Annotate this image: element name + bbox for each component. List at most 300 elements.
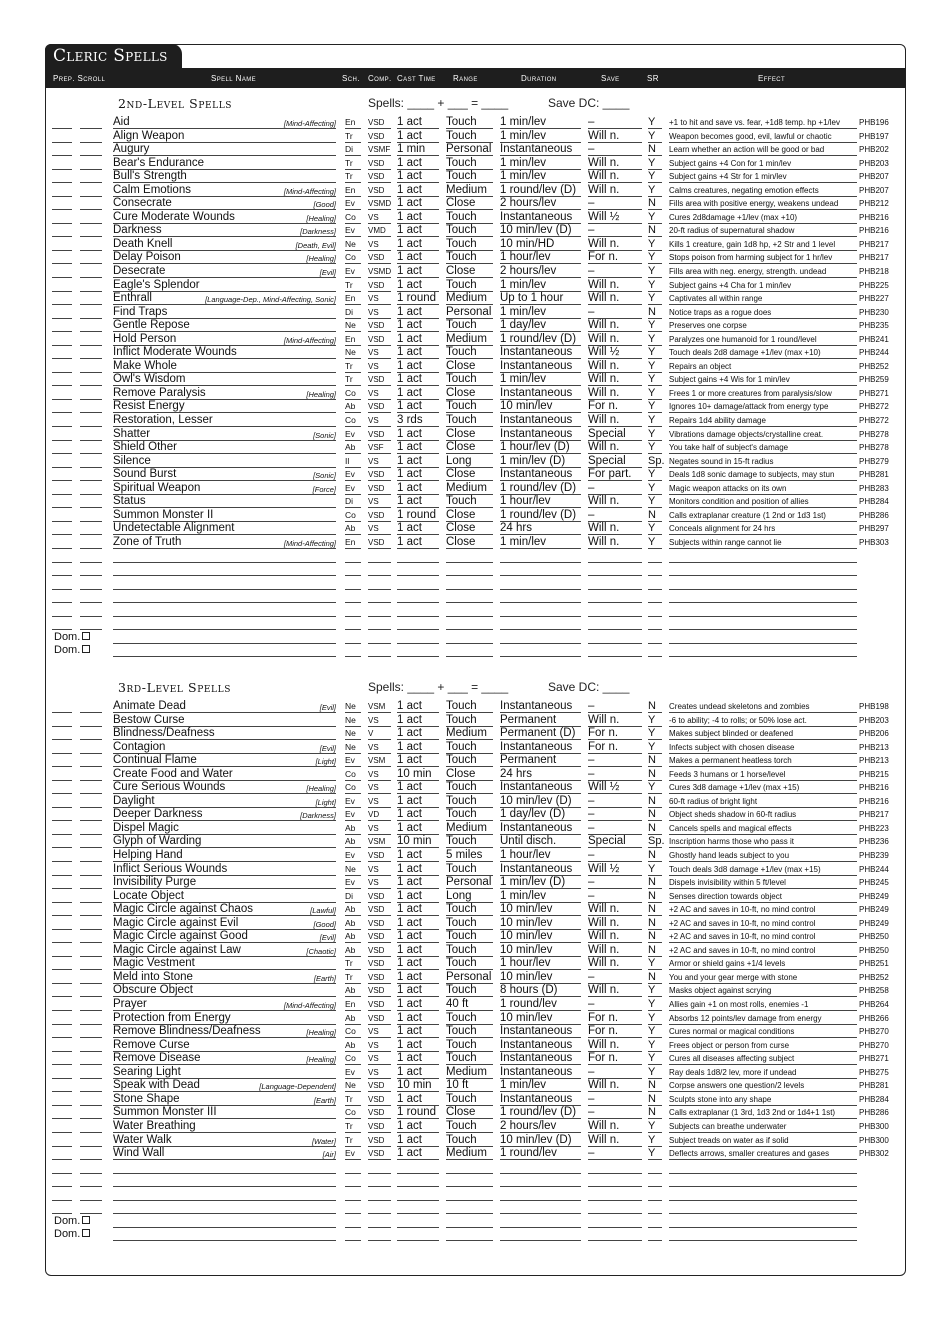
spell-duration[interactable]: [500, 1228, 581, 1241]
prepared-blank[interactable]: [52, 863, 72, 876]
spell-cast-time[interactable]: [397, 604, 439, 617]
scroll-blank[interactable]: [80, 306, 102, 319]
spell-school[interactable]: [345, 1201, 361, 1214]
scroll-blank[interactable]: [80, 1012, 102, 1025]
scroll-blank[interactable]: [80, 441, 102, 454]
spell-source[interactable]: [859, 1161, 894, 1174]
spell-save[interactable]: [588, 1161, 642, 1174]
spell-save[interactable]: [588, 577, 642, 590]
prepared-blank[interactable]: [52, 903, 72, 916]
spell-save[interactable]: [588, 617, 642, 630]
prepared-blank[interactable]: [52, 224, 72, 237]
spell-school[interactable]: [345, 617, 361, 630]
spell-components[interactable]: [368, 1161, 391, 1174]
spell-cast-time[interactable]: [397, 1161, 439, 1174]
scroll-blank[interactable]: [80, 998, 102, 1011]
prepared-blank[interactable]: [52, 455, 72, 468]
prepared-blank[interactable]: [52, 1174, 72, 1187]
spell-duration[interactable]: [500, 1201, 581, 1214]
spell-source[interactable]: [859, 590, 894, 603]
scroll-blank[interactable]: [80, 835, 102, 848]
scroll-blank[interactable]: [80, 360, 102, 373]
scroll-blank[interactable]: [80, 1093, 102, 1106]
spell-range[interactable]: [446, 550, 493, 563]
prepared-blank[interactable]: [52, 1134, 72, 1147]
prepared-blank[interactable]: [52, 1052, 72, 1065]
prepared-blank[interactable]: [52, 238, 72, 251]
spell-cast-time[interactable]: [397, 1174, 439, 1187]
prepared-blank[interactable]: [52, 849, 72, 862]
prepared-blank[interactable]: [52, 1025, 72, 1038]
spell-resistance[interactable]: [648, 1161, 662, 1174]
prepared-blank[interactable]: [52, 984, 72, 997]
spell-components[interactable]: [368, 631, 391, 644]
prepared-blank[interactable]: [52, 441, 72, 454]
scroll-blank[interactable]: [80, 333, 102, 346]
prepared-blank[interactable]: [52, 333, 72, 346]
spell-resistance[interactable]: [648, 577, 662, 590]
spell-effect[interactable]: [669, 563, 857, 576]
spell-duration[interactable]: [500, 550, 581, 563]
prepared-blank[interactable]: [52, 522, 72, 535]
spell-range[interactable]: [446, 577, 493, 590]
prepared-blank[interactable]: [52, 1188, 72, 1201]
spells-per-day-field[interactable]: Spells: ____ + ___ = ____: [368, 680, 509, 694]
prepared-blank[interactable]: [52, 482, 72, 495]
scroll-blank[interactable]: [80, 1120, 102, 1133]
spell-effect[interactable]: [669, 1228, 857, 1241]
scroll-blank[interactable]: [80, 903, 102, 916]
prepared-blank[interactable]: [52, 265, 72, 278]
prepared-blank[interactable]: [52, 768, 72, 781]
spell-components[interactable]: [368, 550, 391, 563]
prepared-blank[interactable]: [52, 714, 72, 727]
scroll-blank[interactable]: [80, 917, 102, 930]
spell-resistance[interactable]: [648, 1174, 662, 1187]
scroll-blank[interactable]: [80, 768, 102, 781]
prepared-blank[interactable]: [52, 360, 72, 373]
prepared-blank[interactable]: [52, 1147, 72, 1160]
spell-range[interactable]: [446, 1215, 493, 1228]
scroll-blank[interactable]: [80, 346, 102, 359]
spell-duration[interactable]: [500, 1215, 581, 1228]
save-dc-field[interactable]: Save DC: ____: [548, 680, 630, 694]
scroll-blank[interactable]: [80, 1079, 102, 1092]
scroll-blank[interactable]: [80, 577, 102, 590]
spell-cast-time[interactable]: [397, 590, 439, 603]
spell-duration[interactable]: [500, 1161, 581, 1174]
prepared-blank[interactable]: [52, 346, 72, 359]
spell-name[interactable]: [113, 1201, 336, 1214]
scroll-blank[interactable]: [80, 224, 102, 237]
prepared-blank[interactable]: [52, 795, 72, 808]
scroll-blank[interactable]: [80, 279, 102, 292]
domain-checkbox[interactable]: [82, 632, 90, 640]
scroll-blank[interactable]: [80, 727, 102, 740]
spell-save[interactable]: [588, 590, 642, 603]
spell-resistance[interactable]: [648, 550, 662, 563]
prepared-blank[interactable]: [52, 617, 72, 630]
spell-range[interactable]: [446, 1201, 493, 1214]
spell-resistance[interactable]: [648, 563, 662, 576]
save-dc-field[interactable]: Save DC: ____: [548, 96, 630, 110]
spell-save[interactable]: [588, 1188, 642, 1201]
spell-resistance[interactable]: [648, 617, 662, 630]
domain-checkbox[interactable]: [82, 645, 90, 653]
scroll-blank[interactable]: [80, 157, 102, 170]
spell-name[interactable]: [113, 1161, 336, 1174]
prepared-blank[interactable]: [52, 1161, 72, 1174]
scroll-blank[interactable]: [80, 1025, 102, 1038]
scroll-blank[interactable]: [80, 890, 102, 903]
prepared-blank[interactable]: [52, 577, 72, 590]
prepared-blank[interactable]: [52, 197, 72, 210]
scroll-blank[interactable]: [80, 808, 102, 821]
scroll-blank[interactable]: [80, 876, 102, 889]
spell-resistance[interactable]: [648, 604, 662, 617]
spell-save[interactable]: [588, 604, 642, 617]
scroll-blank[interactable]: [80, 849, 102, 862]
scroll-blank[interactable]: [80, 957, 102, 970]
spell-name[interactable]: [113, 550, 336, 563]
prepared-blank[interactable]: [52, 971, 72, 984]
spell-resistance[interactable]: [648, 1228, 662, 1241]
spell-resistance[interactable]: [648, 644, 662, 657]
scroll-blank[interactable]: [80, 1188, 102, 1201]
scroll-blank[interactable]: [80, 455, 102, 468]
scroll-blank[interactable]: [80, 238, 102, 251]
spell-range[interactable]: [446, 1188, 493, 1201]
scroll-blank[interactable]: [80, 1134, 102, 1147]
spell-school[interactable]: [345, 550, 361, 563]
prepared-blank[interactable]: [52, 319, 72, 332]
scroll-blank[interactable]: [80, 373, 102, 386]
scroll-blank[interactable]: [80, 184, 102, 197]
spell-school[interactable]: [345, 563, 361, 576]
prepared-blank[interactable]: [52, 143, 72, 156]
prepared-blank[interactable]: [52, 211, 72, 224]
scroll-blank[interactable]: [80, 400, 102, 413]
scroll-blank[interactable]: [80, 1106, 102, 1119]
prepared-blank[interactable]: [52, 876, 72, 889]
spell-cast-time[interactable]: [397, 644, 439, 657]
spell-range[interactable]: [446, 563, 493, 576]
spell-duration[interactable]: [500, 644, 581, 657]
spell-cast-time[interactable]: [397, 1228, 439, 1241]
prepared-blank[interactable]: [52, 414, 72, 427]
spell-cast-time[interactable]: [397, 631, 439, 644]
scroll-blank[interactable]: [80, 414, 102, 427]
spell-source[interactable]: [859, 1174, 894, 1187]
spell-components[interactable]: [368, 604, 391, 617]
spell-components[interactable]: [368, 563, 391, 576]
spell-range[interactable]: [446, 1174, 493, 1187]
scroll-blank[interactable]: [80, 617, 102, 630]
prepared-blank[interactable]: [52, 509, 72, 522]
spell-school[interactable]: [345, 631, 361, 644]
spell-save[interactable]: [588, 644, 642, 657]
spell-source[interactable]: [859, 1188, 894, 1201]
spell-source[interactable]: [859, 550, 894, 563]
scroll-blank[interactable]: [80, 292, 102, 305]
spell-effect[interactable]: [669, 1161, 857, 1174]
spell-name[interactable]: [113, 644, 336, 657]
spell-effect[interactable]: [669, 590, 857, 603]
spell-source[interactable]: [859, 1228, 894, 1241]
scroll-blank[interactable]: [80, 944, 102, 957]
spell-name[interactable]: [113, 1188, 336, 1201]
prepared-blank[interactable]: [52, 563, 72, 576]
prepared-blank[interactable]: [52, 1079, 72, 1092]
spell-school[interactable]: [345, 1215, 361, 1228]
scroll-blank[interactable]: [80, 795, 102, 808]
scroll-blank[interactable]: [80, 754, 102, 767]
prepared-blank[interactable]: [52, 387, 72, 400]
prepared-blank[interactable]: [52, 998, 72, 1011]
spell-resistance[interactable]: [648, 1201, 662, 1214]
spell-source[interactable]: [859, 631, 894, 644]
prepared-blank[interactable]: [52, 727, 72, 740]
spell-components[interactable]: [368, 1228, 391, 1241]
spell-name[interactable]: [113, 1215, 336, 1228]
scroll-blank[interactable]: [80, 1147, 102, 1160]
spell-school[interactable]: [345, 590, 361, 603]
prepared-blank[interactable]: [52, 590, 72, 603]
spell-resistance[interactable]: [648, 590, 662, 603]
spell-effect[interactable]: [669, 617, 857, 630]
scroll-blank[interactable]: [80, 265, 102, 278]
spell-duration[interactable]: [500, 590, 581, 603]
scroll-blank[interactable]: [80, 700, 102, 713]
spell-range[interactable]: [446, 631, 493, 644]
spell-source[interactable]: [859, 644, 894, 657]
scroll-blank[interactable]: [80, 130, 102, 143]
scroll-blank[interactable]: [80, 1052, 102, 1065]
spell-duration[interactable]: [500, 563, 581, 576]
prepared-blank[interactable]: [52, 700, 72, 713]
spell-resistance[interactable]: [648, 1188, 662, 1201]
spell-cast-time[interactable]: [397, 563, 439, 576]
prepared-blank[interactable]: [52, 251, 72, 264]
prepared-blank[interactable]: [52, 835, 72, 848]
spell-range[interactable]: [446, 604, 493, 617]
spell-range[interactable]: [446, 1161, 493, 1174]
spell-duration[interactable]: [500, 1174, 581, 1187]
prepared-blank[interactable]: [52, 170, 72, 183]
prepared-blank[interactable]: [52, 917, 72, 930]
scroll-blank[interactable]: [80, 482, 102, 495]
spell-save[interactable]: [588, 1201, 642, 1214]
spell-school[interactable]: [345, 577, 361, 590]
spell-source[interactable]: [859, 1201, 894, 1214]
scroll-blank[interactable]: [80, 522, 102, 535]
prepared-blank[interactable]: [52, 1012, 72, 1025]
prepared-blank[interactable]: [52, 1039, 72, 1052]
spell-range[interactable]: [446, 644, 493, 657]
prepared-blank[interactable]: [52, 781, 72, 794]
spell-cast-time[interactable]: [397, 1215, 439, 1228]
scroll-blank[interactable]: [80, 1066, 102, 1079]
spell-range[interactable]: [446, 1228, 493, 1241]
scroll-blank[interactable]: [80, 590, 102, 603]
spell-cast-time[interactable]: [397, 577, 439, 590]
scroll-blank[interactable]: [80, 1039, 102, 1052]
prepared-blank[interactable]: [52, 157, 72, 170]
spell-cast-time[interactable]: [397, 1201, 439, 1214]
spell-name[interactable]: [113, 604, 336, 617]
scroll-blank[interactable]: [80, 387, 102, 400]
prepared-blank[interactable]: [52, 1106, 72, 1119]
scroll-blank[interactable]: [80, 428, 102, 441]
spell-name[interactable]: [113, 577, 336, 590]
spell-resistance[interactable]: [648, 1215, 662, 1228]
spell-name[interactable]: [113, 617, 336, 630]
spell-name[interactable]: [113, 1174, 336, 1187]
spell-name[interactable]: [113, 590, 336, 603]
prepared-blank[interactable]: [52, 1066, 72, 1079]
spell-save[interactable]: [588, 1215, 642, 1228]
prepared-blank[interactable]: [52, 428, 72, 441]
spell-effect[interactable]: [669, 1201, 857, 1214]
spell-name[interactable]: [113, 631, 336, 644]
spell-components[interactable]: [368, 1174, 391, 1187]
scroll-blank[interactable]: [80, 495, 102, 508]
spell-save[interactable]: [588, 563, 642, 576]
scroll-blank[interactable]: [80, 116, 102, 129]
spell-save[interactable]: [588, 1228, 642, 1241]
scroll-blank[interactable]: [80, 781, 102, 794]
spell-effect[interactable]: [669, 550, 857, 563]
scroll-blank[interactable]: [80, 930, 102, 943]
spell-cast-time[interactable]: [397, 550, 439, 563]
prepared-blank[interactable]: [52, 808, 72, 821]
prepared-blank[interactable]: [52, 495, 72, 508]
spell-resistance[interactable]: [648, 631, 662, 644]
spells-per-day-field[interactable]: Spells: ____ + ___ = ____: [368, 96, 509, 110]
scroll-blank[interactable]: [80, 563, 102, 576]
prepared-blank[interactable]: [52, 1093, 72, 1106]
spell-school[interactable]: [345, 644, 361, 657]
prepared-blank[interactable]: [52, 184, 72, 197]
prepared-blank[interactable]: [52, 944, 72, 957]
spell-cast-time[interactable]: [397, 617, 439, 630]
spell-effect[interactable]: [669, 1174, 857, 1187]
prepared-blank[interactable]: [52, 957, 72, 970]
spell-range[interactable]: [446, 617, 493, 630]
spell-source[interactable]: [859, 563, 894, 576]
scroll-blank[interactable]: [80, 319, 102, 332]
spell-range[interactable]: [446, 590, 493, 603]
scroll-blank[interactable]: [80, 971, 102, 984]
prepared-blank[interactable]: [52, 754, 72, 767]
prepared-blank[interactable]: [52, 536, 72, 549]
spell-source[interactable]: [859, 1215, 894, 1228]
spell-components[interactable]: [368, 644, 391, 657]
scroll-blank[interactable]: [80, 741, 102, 754]
domain-checkbox[interactable]: [82, 1216, 90, 1224]
spell-school[interactable]: [345, 1174, 361, 1187]
prepared-blank[interactable]: [52, 1201, 72, 1214]
spell-name[interactable]: [113, 563, 336, 576]
spell-duration[interactable]: [500, 1188, 581, 1201]
scroll-blank[interactable]: [80, 1174, 102, 1187]
spell-effect[interactable]: [669, 1188, 857, 1201]
spell-name[interactable]: [113, 1228, 336, 1241]
spell-components[interactable]: [368, 617, 391, 630]
spell-save[interactable]: [588, 1174, 642, 1187]
scroll-blank[interactable]: [80, 984, 102, 997]
scroll-blank[interactable]: [80, 550, 102, 563]
scroll-blank[interactable]: [80, 604, 102, 617]
scroll-blank[interactable]: [80, 822, 102, 835]
prepared-blank[interactable]: [52, 468, 72, 481]
domain-checkbox[interactable]: [82, 1229, 90, 1237]
prepared-blank[interactable]: [52, 741, 72, 754]
prepared-blank[interactable]: [52, 604, 72, 617]
scroll-blank[interactable]: [80, 863, 102, 876]
scroll-blank[interactable]: [80, 251, 102, 264]
scroll-blank[interactable]: [80, 211, 102, 224]
scroll-blank[interactable]: [80, 1161, 102, 1174]
spell-components[interactable]: [368, 1215, 391, 1228]
spell-effect[interactable]: [669, 577, 857, 590]
scroll-blank[interactable]: [80, 170, 102, 183]
prepared-blank[interactable]: [52, 130, 72, 143]
spell-source[interactable]: [859, 577, 894, 590]
spell-school[interactable]: [345, 1228, 361, 1241]
prepared-blank[interactable]: [52, 116, 72, 129]
spell-save[interactable]: [588, 631, 642, 644]
spell-duration[interactable]: [500, 631, 581, 644]
scroll-blank[interactable]: [80, 714, 102, 727]
scroll-blank[interactable]: [80, 143, 102, 156]
spell-components[interactable]: [368, 1201, 391, 1214]
prepared-blank[interactable]: [52, 306, 72, 319]
prepared-blank[interactable]: [52, 550, 72, 563]
scroll-blank[interactable]: [80, 1201, 102, 1214]
spell-duration[interactable]: [500, 617, 581, 630]
spell-source[interactable]: [859, 617, 894, 630]
spell-school[interactable]: [345, 604, 361, 617]
spell-effect[interactable]: [669, 1215, 857, 1228]
scroll-blank[interactable]: [80, 468, 102, 481]
prepared-blank[interactable]: [52, 279, 72, 292]
prepared-blank[interactable]: [52, 930, 72, 943]
spell-school[interactable]: [345, 1161, 361, 1174]
spell-components[interactable]: [368, 1188, 391, 1201]
prepared-blank[interactable]: [52, 822, 72, 835]
spell-duration[interactable]: [500, 604, 581, 617]
scroll-blank[interactable]: [80, 509, 102, 522]
spell-save[interactable]: [588, 550, 642, 563]
spell-school[interactable]: [345, 1188, 361, 1201]
prepared-blank[interactable]: [52, 1120, 72, 1133]
scroll-blank[interactable]: [80, 197, 102, 210]
spell-effect[interactable]: [669, 644, 857, 657]
spell-cast-time[interactable]: [397, 1188, 439, 1201]
spell-effect[interactable]: [669, 631, 857, 644]
spell-effect[interactable]: [669, 604, 857, 617]
spell-source[interactable]: [859, 604, 894, 617]
prepared-blank[interactable]: [52, 400, 72, 413]
scroll-blank[interactable]: [80, 536, 102, 549]
prepared-blank[interactable]: [52, 292, 72, 305]
prepared-blank[interactable]: [52, 890, 72, 903]
spell-components[interactable]: [368, 590, 391, 603]
spell-duration[interactable]: [500, 577, 581, 590]
prepared-blank[interactable]: [52, 373, 72, 386]
spell-components[interactable]: [368, 577, 391, 590]
